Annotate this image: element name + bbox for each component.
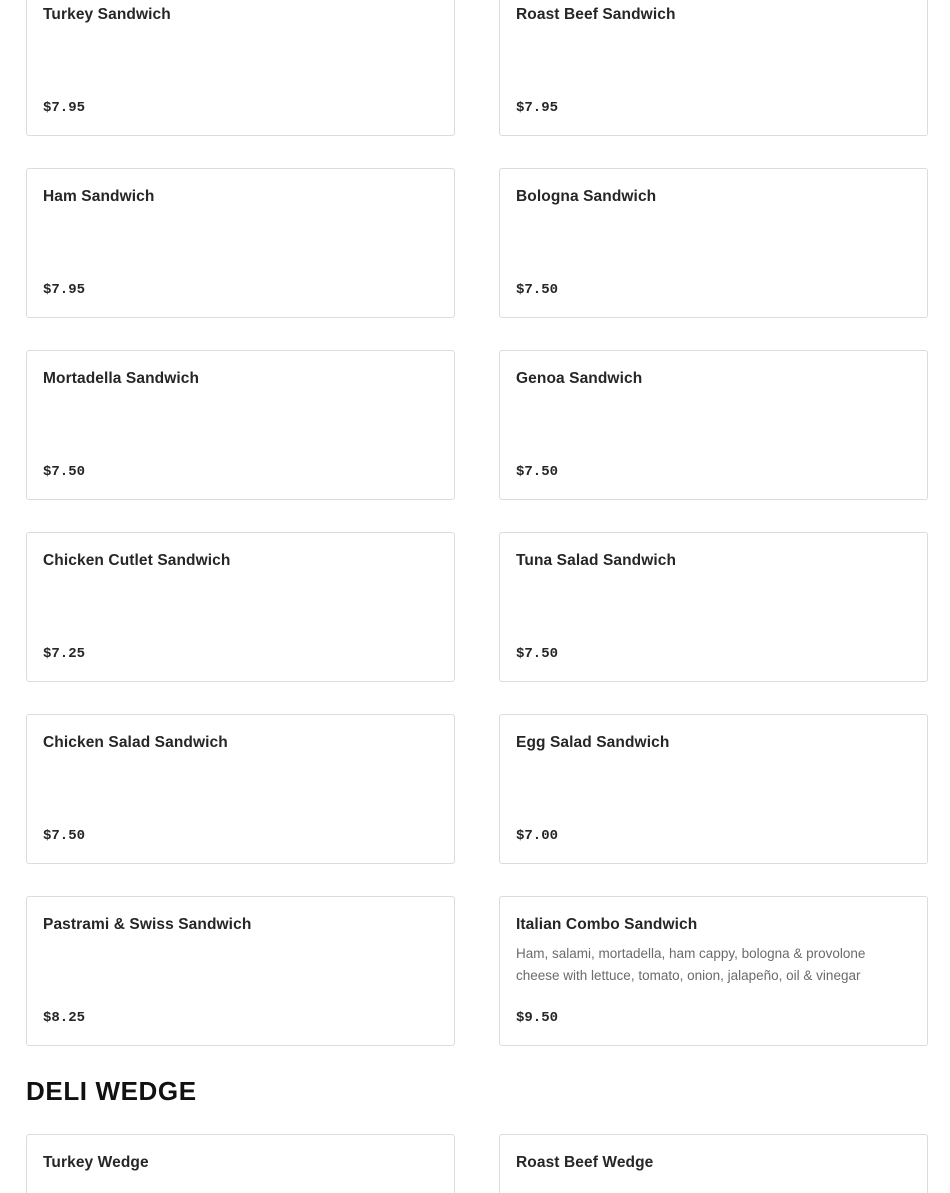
menu-item-name: Tuna Salad Sandwich — [516, 552, 677, 569]
menu-item-price: $7.95 — [43, 100, 86, 116]
menu-item-price: $7.95 — [43, 282, 86, 298]
menu-item-price: $7.50 — [43, 464, 86, 480]
menu-item-name: Ham Sandwich — [43, 188, 155, 205]
menu-item-card[interactable] — [26, 714, 455, 864]
menu-item-card[interactable] — [499, 532, 928, 682]
menu-item-price: $7.25 — [43, 646, 86, 662]
menu-item-name: Italian Combo Sandwich — [516, 916, 698, 933]
menu-item-card[interactable] — [26, 896, 455, 1046]
menu-item-name: Roast Beef Sandwich — [516, 6, 676, 23]
menu-item-card[interactable] — [499, 896, 928, 1046]
menu-item-price: $8.25 — [43, 1010, 86, 1026]
menu-item-name: Turkey Sandwich — [43, 6, 171, 23]
menu-item-name: Bologna Sandwich — [516, 188, 657, 205]
menu-item-description: Ham, salami, mortadella, ham cappy, bologna & provolone cheese with lettuce, tomato, onion, jalapeño, oil & vinegar — [516, 946, 866, 983]
menu-item-card[interactable] — [26, 168, 455, 318]
deli-wedge-grid — [26, 1134, 928, 1193]
menu-item-card[interactable] — [26, 1134, 455, 1193]
menu-item-name: Egg Salad Sandwich — [516, 734, 670, 751]
menu-item-name: Chicken Salad Sandwich — [43, 734, 228, 751]
menu-item-card[interactable] — [499, 168, 928, 318]
menu-item-card[interactable] — [499, 350, 928, 500]
menu-item-name: Mortadella Sandwich — [43, 370, 200, 387]
menu-item-card[interactable] — [499, 0, 928, 136]
menu-item-price: $7.50 — [516, 646, 559, 662]
menu-item-card[interactable] — [499, 714, 928, 864]
menu-item-name: Pastrami & Swiss Sandwich — [43, 916, 252, 933]
menu-item-card[interactable] — [499, 1134, 928, 1193]
section-title-deli-wedge: DELI WEDGE — [26, 1076, 197, 1106]
menu-item-price: $7.50 — [43, 828, 86, 844]
menu-item-price: $9.50 — [516, 1010, 559, 1026]
menu-item-name: Turkey Wedge — [43, 1154, 149, 1171]
sandwich-grid — [26, 0, 928, 1046]
menu-item-name: Roast Beef Wedge — [516, 1154, 654, 1171]
menu-item-card[interactable] — [26, 0, 455, 136]
menu-item-card[interactable] — [26, 532, 455, 682]
menu-item-price: $7.00 — [516, 828, 559, 844]
menu-item-price: $7.50 — [516, 282, 559, 298]
menu-item-name: Genoa Sandwich — [516, 370, 643, 387]
menu-item-card[interactable] — [26, 350, 455, 500]
menu-item-price: $7.95 — [516, 100, 559, 116]
menu-item-price: $7.50 — [516, 464, 559, 480]
menu-item-name: Chicken Cutlet Sandwich — [43, 552, 231, 569]
